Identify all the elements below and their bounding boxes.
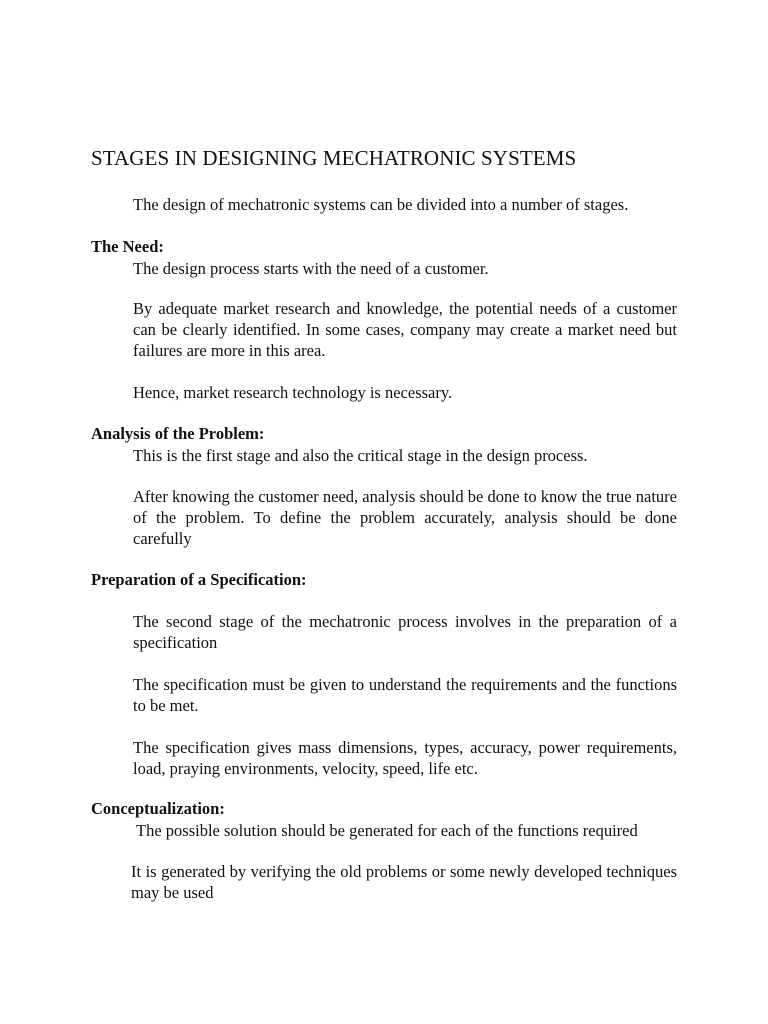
- analysis-paragraph-1: This is the first stage and also the critical stage in the design process.: [133, 446, 588, 465]
- section-heading-analysis: Analysis of the Problem:: [91, 424, 265, 443]
- specification-paragraph-1: The second stage of the mechatronic process involves in the preparation of a specification: [133, 612, 677, 652]
- analysis-paragraph-2: After knowing the customer need, analysis should be done to know the true nature of the problem. To define the problem accurately, analysis should be done carefully: [133, 487, 677, 548]
- specification-paragraph-2: The specification must be given to understand the requirements and the functions to be met.: [133, 675, 677, 715]
- need-paragraph-3: Hence, market research technology is necessary.: [133, 383, 453, 402]
- section-heading-specification: Preparation of a Specification:: [91, 570, 307, 589]
- need-paragraph-1: The design process starts with the need of a customer.: [133, 259, 489, 278]
- section-heading-conceptualization: Conceptualization:: [91, 799, 225, 818]
- conceptualization-paragraph-1: The possible solution should be generated for each of the functions required: [136, 821, 638, 840]
- section-heading-need: The Need:: [91, 237, 164, 256]
- page-title: STAGES IN DESIGNING MECHATRONIC SYSTEMS: [91, 146, 577, 170]
- conceptualization-paragraph-2: It is generated by verifying the old problems or some newly developed techniques may be used: [131, 862, 677, 902]
- intro-paragraph: The design of mechatronic systems can be divided into a number of stages.: [133, 195, 629, 214]
- specification-paragraph-3: The specification gives mass dimensions, types, accuracy, power requirements, load, praying environments, velocity, speed, life etc.: [133, 738, 677, 778]
- need-paragraph-2: By adequate market research and knowledge, the potential needs of a customer can be clearly identified. In some cases, company may create a market need but failures are more in this area.: [133, 299, 677, 360]
